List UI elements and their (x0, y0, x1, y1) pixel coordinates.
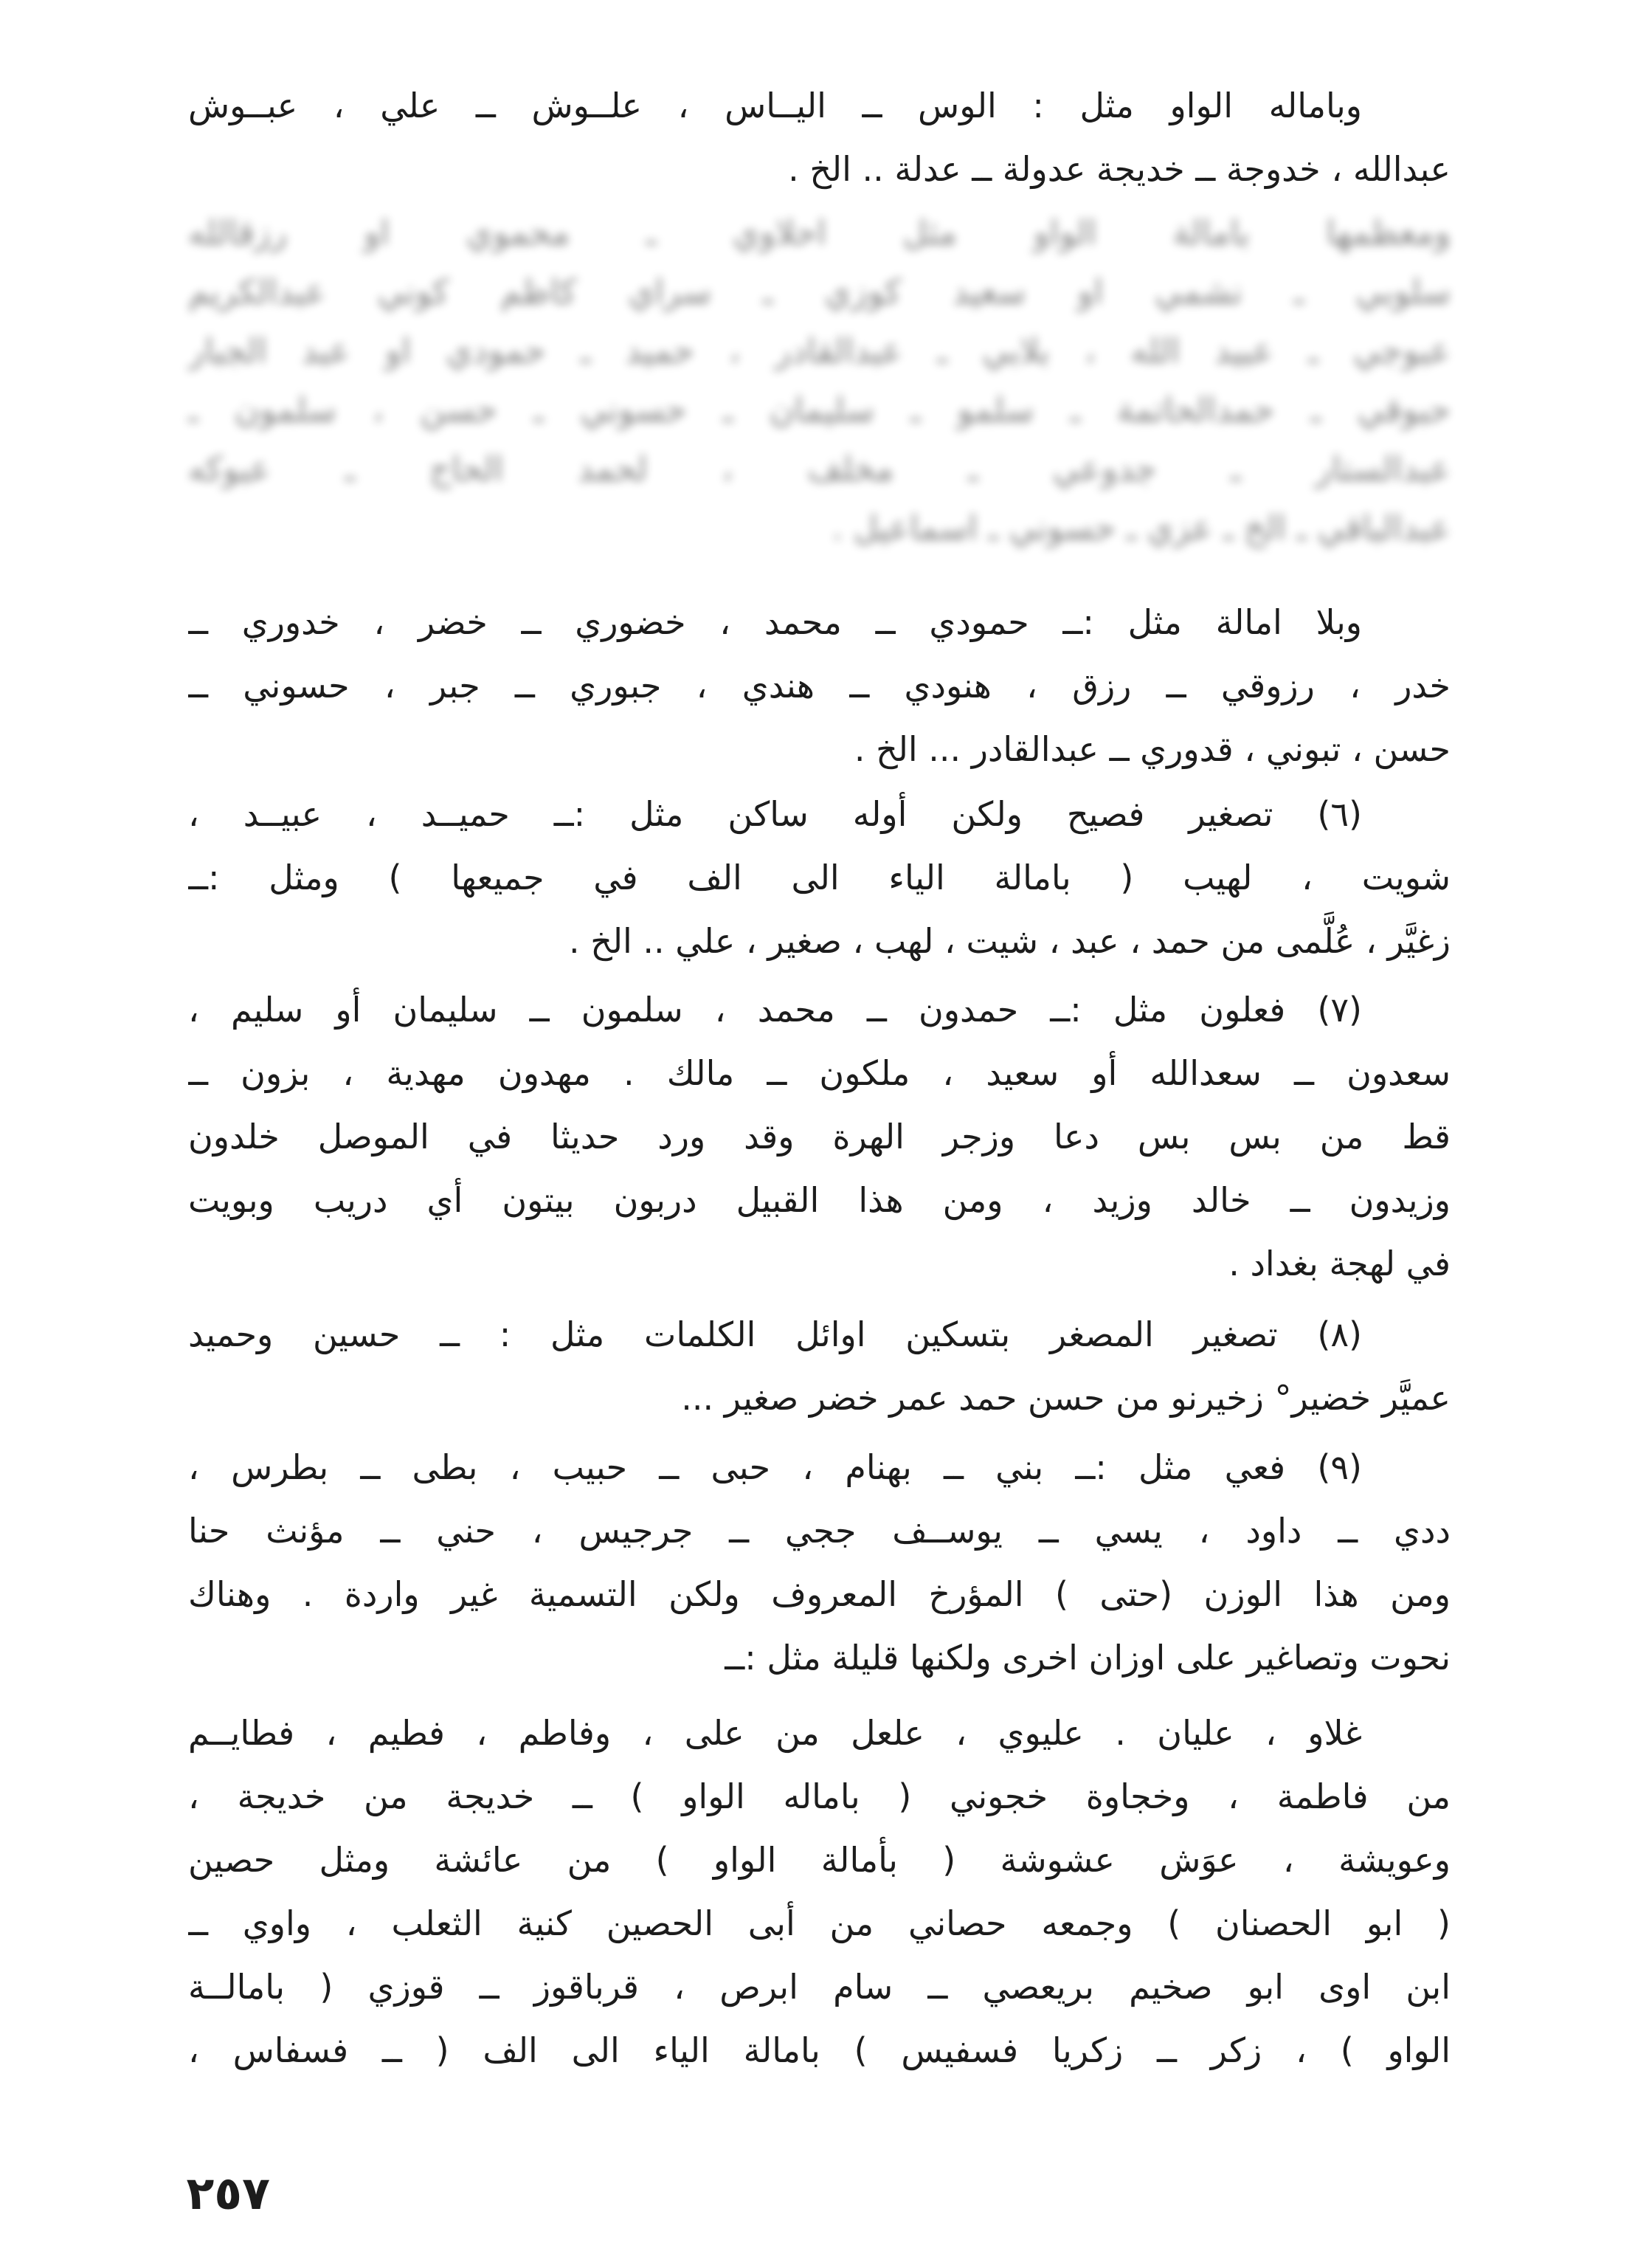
text-line: شويت ، لهيب ( بامالة الياء الى الف في جميعها ) ومثل :ــ (188, 858, 1451, 897)
text-line: الواو ) ، زكر ــ زكريا فسفيس ) بامالة الياء الى الف ( ــ فسفاس ، (188, 2030, 1451, 2070)
text-line: ددي ــ داود ، يسي ــ يوســف ججي ــ جرجيس ، حني ــ مؤنث حنا (188, 1511, 1451, 1551)
text-line: (٩) فعي مثل :ــ بني ــ بهنام ، حبى ــ حبيب ، بطى ــ بطرس ، (188, 1447, 1362, 1487)
text-line: (٦) تصغير فصيح ولكن أوله ساكن مثل :ــ حميــد ، عبيــد ، (188, 794, 1362, 834)
text-line: في لهجة بغداد . (1228, 1244, 1451, 1283)
text-line: ومعظمها بامالة الواو مثل احلاوي ـ محموي او رزقالله (188, 213, 1451, 252)
paragraph-7-faalun (188, 978, 1451, 1295)
text-line: عبدالستار ـ جدوعي ـ مخلف ، لحمد الحاج ـ عبوكه (188, 449, 1451, 489)
text-line: عبوجي ـ عبيد الله ، بلابي ـ عبدالقادر ، حميد ـ حمودي او عبد الجبار (188, 331, 1451, 370)
text-line: (٧) فعلون مثل :ــ حمدون ــ محمد ، سلمون ــ سليمان أو سليم ، (188, 990, 1362, 1030)
text-line: من فاطمة ، وخجاوة خجوني ( باماله الواو ) ــ خديجة من خديجة ، (188, 1776, 1451, 1816)
text-line: وزيدون ــ خالد وزيد ، ومن هذا القبيل دربون بيتون أي دريب وبويت (188, 1180, 1451, 1220)
text-line: عبدالله ، خدوجة ــ خديجة عدولة ــ عدلة .. الخ . (788, 149, 1451, 189)
text-line: خدر ، رزوقي ــ رزق ، هنودي ــ هندي ، جبوري ــ جبر ، حسوني ــ (188, 666, 1451, 706)
text-line: وبلا امالة مثل :ــ حمودي ــ محمد ، خضوري ــ خضر ، خدوري ــ (188, 602, 1362, 642)
text-line: حسن ، تبوني ، قدوري ــ عبدالقادر ... الخ . (854, 729, 1451, 769)
text-line: نحوت وتصاغير على اوزان اخرى ولكنها قليلة مثل :ــ (725, 1638, 1451, 1678)
paragraph-no-imala (188, 590, 1451, 781)
paragraph-imala-waw (188, 74, 1451, 201)
text-line: قط من بس بس دعا وزجر الهرة وقد ورد حديثا في الموصل خلدون (188, 1117, 1451, 1157)
text-line: وعويشة ، عوَش عشوشة ( بأمالة الواو ) من عائشة ومثل حصين (188, 1840, 1451, 1880)
paragraph-other-forms (188, 1701, 1451, 2082)
text-line: عميَّر خضير° زخيرنو من حسن حمد عمر خضر صغير ... (681, 1378, 1451, 1418)
text-line: زغيَّر ، عُلَّمى من حمد ، عبد ، شيت ، لهب ، صغير ، علي .. الخ . (569, 921, 1451, 961)
paragraph-8-double-diminutive (188, 1303, 1451, 1430)
text-line: سلوبي ـ نشمي او سعيد كوزي ـ سراي كاظم كوني عبدالكريم (188, 272, 1451, 311)
text-line: سعدون ــ سعدالله أو سعيد ، ملكون ــ مالك . مهدون مهدية ، بزون ــ (188, 1053, 1451, 1093)
page-number: ٢٥٧ (186, 2166, 270, 2220)
obscured-paragraph (188, 203, 1451, 572)
text-line: ابن اوى ابو صخيم بريعصي ــ سام ابرص ، قرباقوز ــ قوزي ( بامالــة (188, 1967, 1451, 2007)
text-line: عبدالباقي ـ الخ ـ عزي ـ حسوني ـ اسماعيل . (832, 508, 1451, 548)
text-line: وباماله الواو مثل : الوس ــ اليــاس ، علــوش ــ علي ، عبــوش (188, 86, 1362, 125)
paragraph-6-fasih-diminutive (188, 782, 1451, 973)
text-line: حبوقي ـ حمدالحاتمة ـ سلمو ـ سليمان ـ حسوني ـ حسن ، سلمون ـ (188, 390, 1451, 430)
text-line: غلاو ، عليان . عليوي ، علعل من على ، وفاطم ، فطيم ، فطايــم (188, 1713, 1362, 1753)
text-line: (٨) تصغير المصغر بتسكين اوائل الكلمات مثل : ــ حسين وحميد (188, 1314, 1362, 1354)
paragraph-9-faai (188, 1435, 1451, 1689)
text-line: ( ابو الحصنان ) وجمعه حصاني من أبى الحصين كنية الثعلب ، واوي ــ (188, 1903, 1451, 1943)
text-line: ومن هذا الوزن (حتى ) المؤرخ المعروف ولكن التسمية غير واردة . وهناك (188, 1574, 1451, 1614)
